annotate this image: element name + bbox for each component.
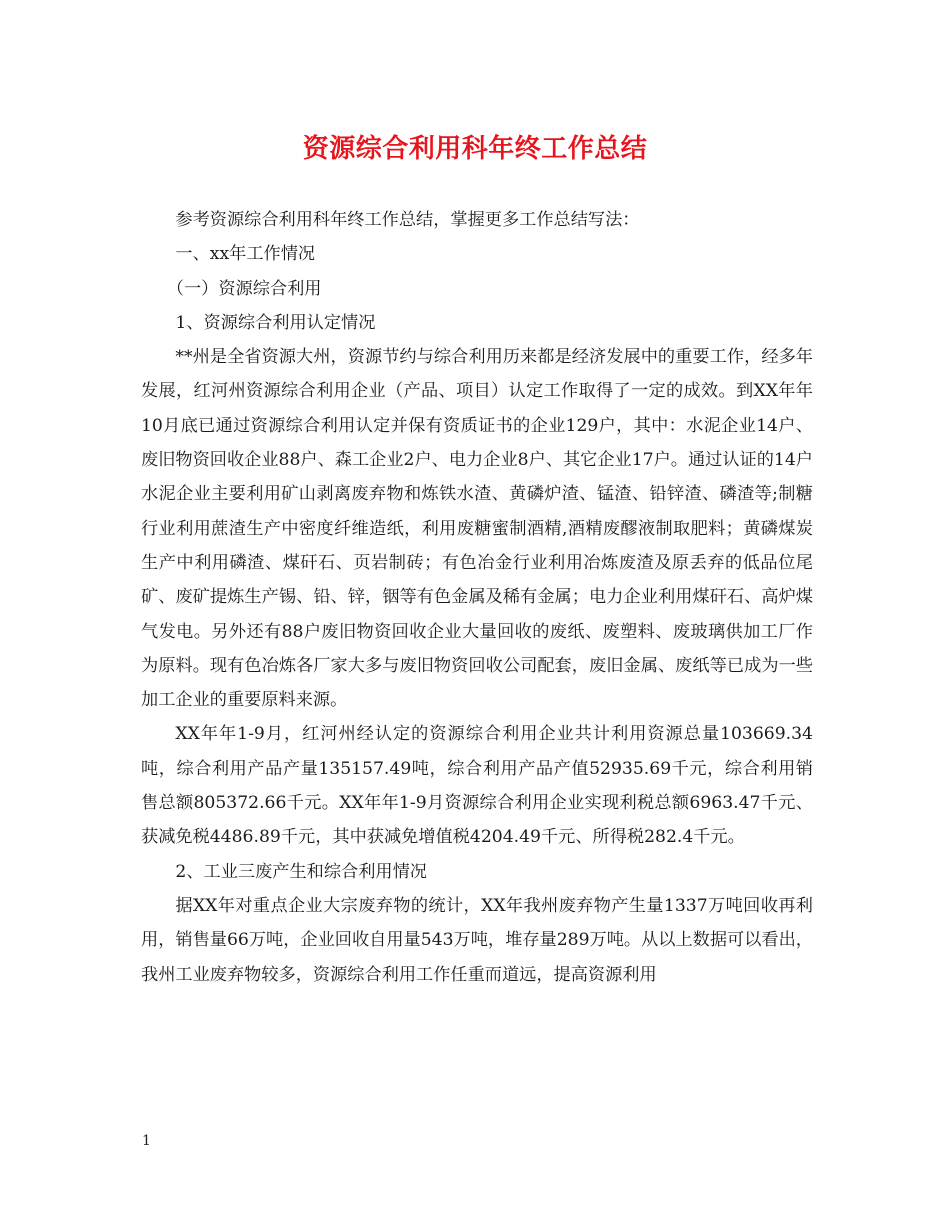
intro-paragraph: 参考资源综合利用科年终工作总结，掌握更多工作总结写法： (175, 210, 640, 230)
document-title: 资源综合利用科年终工作总结 (302, 134, 648, 164)
body-paragraph: **州是全省资源大州，资源节约与综合利用历来都是经济发展中的重要工作，经多年发展，红河州资源综合利用企业（产品、项目）认定工作取得了一定的成效。到XX年年10月底已通过资源综合利用认定并保有资质证书的企业129户，其中：水泥企业14户、废旧物资回收企业88户、森工企业2户、电力企业8户、其它企业17户。通过认证的14户水泥企业主要利用矿山剥离废弃物和炼铁水渣、黄磷炉渣、锰渣、铅锌渣、磷渣等;制糖行业利用蔗渣生产中密度纤维造纸，利用废糖蜜制酒精,酒精废醪液制取肥料；黄磷煤炭生产中利用磷渣、煤矸石、页岩制砖；有色冶金行业利用冶炼废渣及原丢弃的低品位尾矿、废矿提炼生产锡、铅、锌，铟等有色金属及稀有金属；电力企业利用煤矸石、高炉煤气发电。另外还有88户废旧物资回收企业大量回收的废纸、废塑料、废玻璃供加工厂作为原料。现有色冶炼各厂家大多与废旧物资回收公司配套，废旧金属、废纸等已成为一些加工企业的重要原料来源。 (141, 347, 813, 711)
item-heading: 1、资源综合利用认定情况 (175, 312, 376, 333)
body-paragraph: XX年年1-9月，红河州经认定的资源综合利用企业共计利用资源总量103669.34吨，综合利用产品产量135157.49吨，综合利用产品产值52935.69千元，综合利用销售总额805372.66千元。XX年年1-9月资源综合利用企业实现利税总额6963.47千元、获减免税4486.89千元，其中获减免增值税4204.49千元、所得税282.4千元。 (141, 724, 813, 848)
document-body (141, 203, 813, 992)
subsection-heading: （一）资源综合利用 (166, 278, 322, 299)
item-heading: 2、工业三废产生和综合利用情况 (175, 861, 427, 882)
section-heading: 一、xx年工作情况 (175, 244, 316, 265)
body-paragraph: 据XX年对重点企业大宗废弃物的统计，XX年我州废弃物产生量1337万吨回收再利用，销售量66万吨，企业回收自用量543万吨，堆存量289万吨。从以上数据可以看出，我州工业废弃物较多，资源综合利用工作任重而道远，提高资源利用 (141, 895, 813, 985)
page-number: 1 (142, 1133, 151, 1149)
